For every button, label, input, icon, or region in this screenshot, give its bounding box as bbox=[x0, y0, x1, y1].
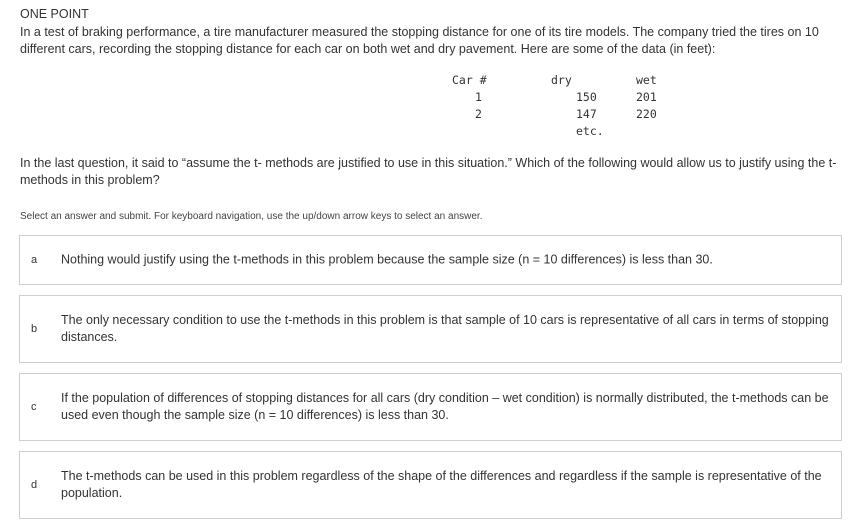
cell-etc: etc. bbox=[576, 124, 604, 138]
answer-text: If the population of differences of stopping distances for all cars (dry condition – wet condition) is normally distributed, the t-methods can be used even though the sample size (n = 10 differences) is less than 30. bbox=[61, 391, 829, 422]
answer-option-a[interactable] bbox=[19, 235, 842, 285]
answer-option-b[interactable] bbox=[19, 295, 842, 363]
header-dry: dry bbox=[551, 73, 572, 87]
instructions-text: Select an answer and submit. For keyboard navigation, use the up/down arrow keys to select an answer. bbox=[20, 211, 483, 222]
cell-dry: 150 bbox=[576, 90, 597, 104]
answer-letter: a bbox=[31, 254, 38, 266]
points-label: ONE POINT bbox=[20, 7, 89, 21]
answer-option-c[interactable] bbox=[19, 373, 842, 441]
answer-letter: b bbox=[31, 323, 38, 335]
question-text: In the last question, it said to “assume the t- methods are justified to use in this situation.” Which of the following would allow us to justify using the t-methods in this problem? bbox=[20, 156, 837, 187]
cell-wet: 220 bbox=[636, 107, 657, 121]
header-wet: wet bbox=[636, 73, 657, 87]
answer-letter: d bbox=[31, 479, 38, 491]
cell-dry: 147 bbox=[576, 107, 597, 121]
header-car: Car # bbox=[452, 73, 487, 87]
answer-text: Nothing would justify using the t-methods in this problem because the sample size (n = 10 differences) is less than 30. bbox=[61, 252, 713, 267]
answer-text: The only necessary condition to use the t-methods in this problem is that sample of 10 cars is representative of all cars in terms of stopping distances. bbox=[61, 313, 829, 344]
answer-letter: c bbox=[31, 401, 37, 413]
cell-car: 1 bbox=[475, 90, 482, 104]
answer-option-d[interactable] bbox=[19, 451, 842, 519]
answer-text: The t-methods can be used in this problem regardless of the shape of the differences and regardless if the sample is representative of the population. bbox=[61, 469, 822, 500]
intro-text: In a test of braking performance, a tire manufacturer measured the stopping distance for one of its tire models. The company tried the tires on 10 different cars, recording the stopping distance for each car on both wet and dry pavement. Here are some of the data (in feet): bbox=[20, 25, 819, 56]
cell-car: 2 bbox=[475, 107, 482, 121]
cell-wet: 201 bbox=[636, 90, 657, 104]
